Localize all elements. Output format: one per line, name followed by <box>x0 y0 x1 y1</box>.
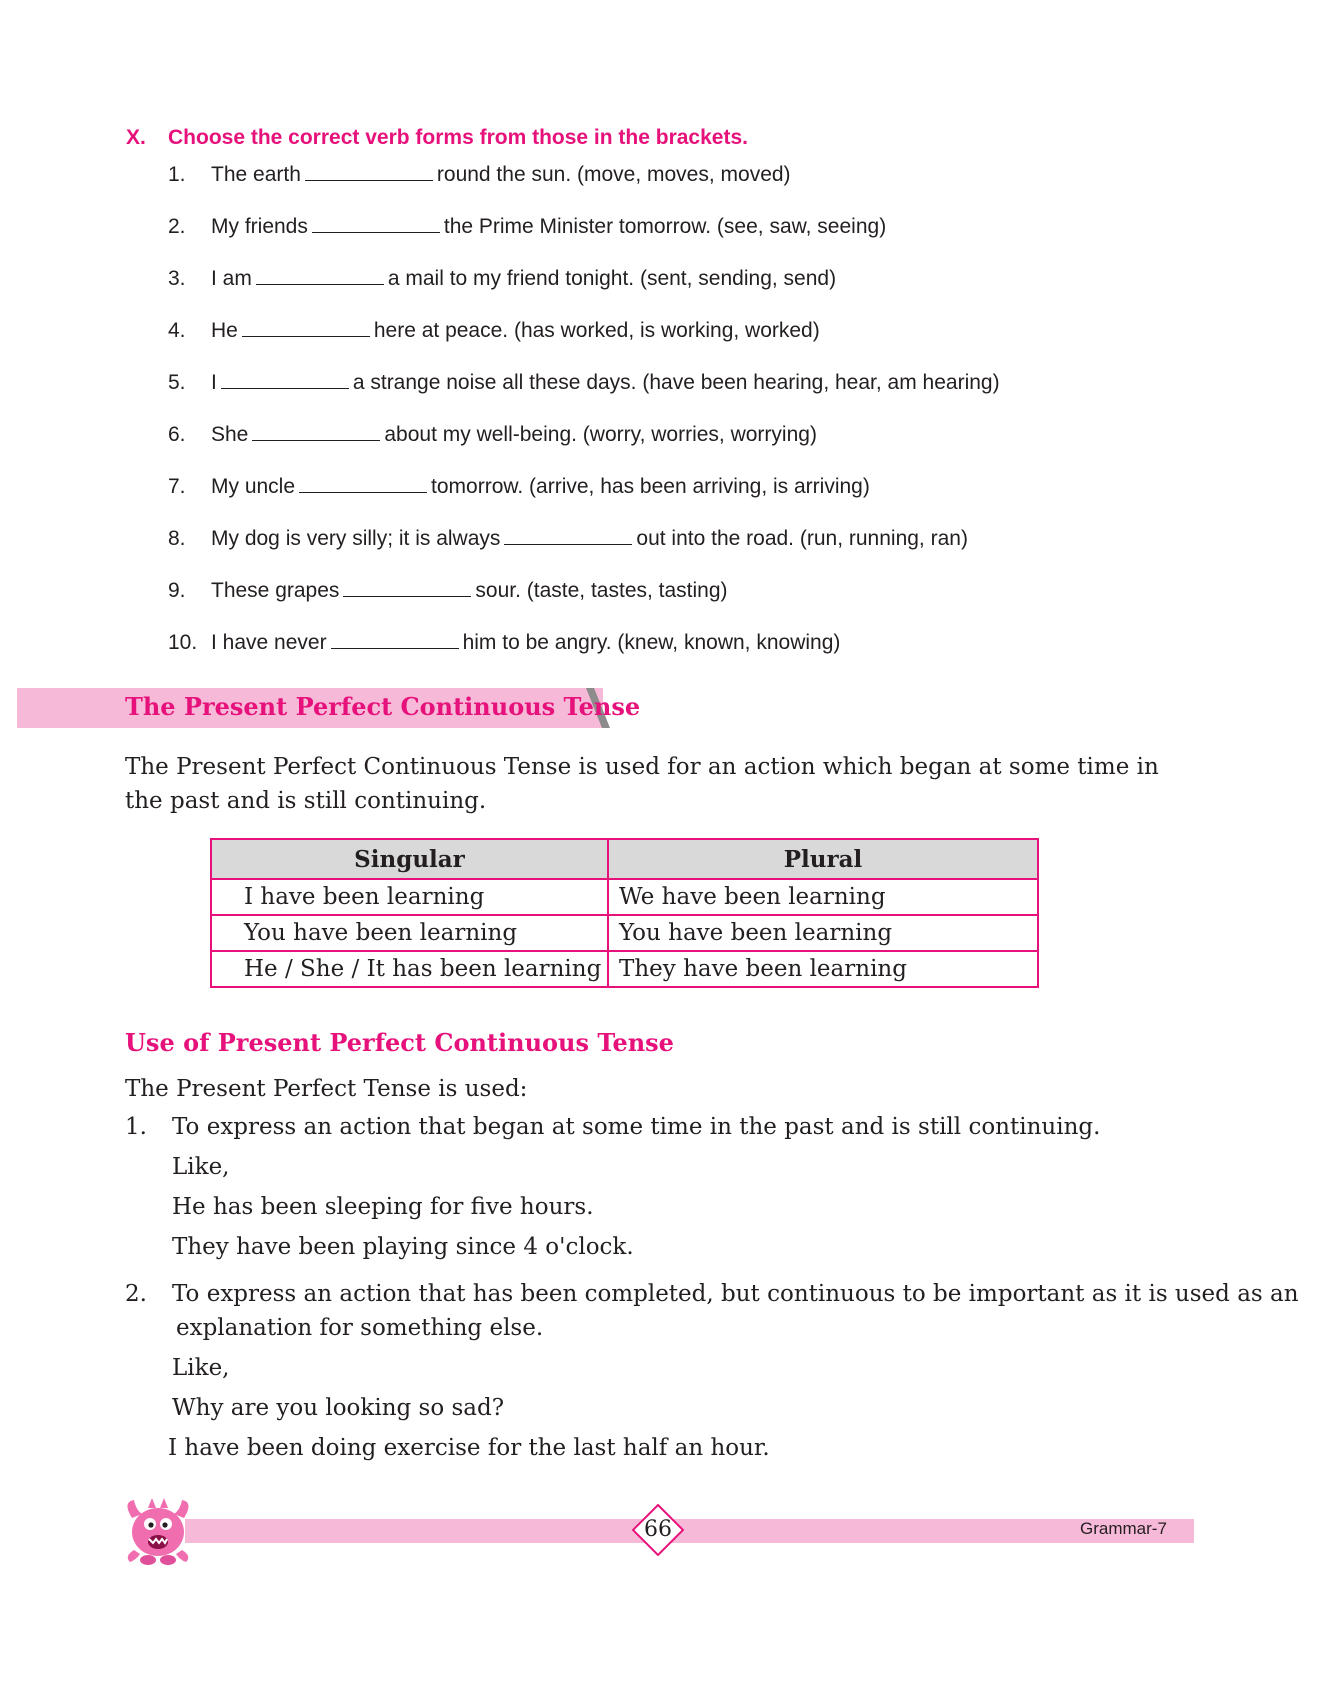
answer-blank[interactable] <box>305 162 433 181</box>
answer-blank[interactable] <box>221 370 349 389</box>
point-2-text-line-2: explanation for something else. <box>176 1315 544 1341</box>
point-2-example-2: I have been doing exercise for the last half an hour. <box>168 1435 770 1461</box>
table-row <box>211 951 1038 987</box>
point-1-text: To express an action that began at some time in the past and is still continuing. <box>172 1114 1101 1140</box>
section-title: The Present Perfect Continuous Tense <box>125 692 641 721</box>
question-10: 10. I have never him to be angry. (knew, known, knowing) <box>168 631 841 654</box>
question-9: 9. These grapes sour. (taste, tastes, tasting) <box>168 579 728 602</box>
question-1: 1. The earth round the sun. (move, moves, moved) <box>168 163 791 186</box>
point-2-number: 2. <box>125 1281 147 1307</box>
point-1-number: 1. <box>125 1114 147 1140</box>
point-2-like: Like, <box>172 1355 230 1381</box>
question-7: 7. My uncle tomorrow. (arrive, has been arriving, is arriving) <box>168 475 870 498</box>
table-header-row <box>211 839 1038 879</box>
book-title: Grammar-7 <box>1080 1519 1167 1538</box>
usage-lead: The Present Perfect Tense is used: <box>125 1076 528 1102</box>
answer-blank[interactable] <box>252 422 380 441</box>
page-number: 66 <box>644 1517 672 1542</box>
answer-blank[interactable] <box>299 474 427 493</box>
monster-mascot-icon <box>118 1490 198 1568</box>
table-row <box>211 915 1038 951</box>
answer-blank[interactable] <box>312 214 440 233</box>
question-8: 8. My dog is very silly; it is always out into the road. (run, running, ran) <box>168 527 968 550</box>
column-header-plural: Plural <box>608 839 1038 879</box>
table-cell: We have been learning <box>608 879 1038 915</box>
table-cell: I have been learning <box>211 879 608 915</box>
answer-blank[interactable] <box>343 578 471 597</box>
exercise-heading <box>126 126 748 150</box>
table-row <box>211 879 1038 915</box>
question-4: 4. He here at peace. (has worked, is working, worked) <box>168 319 820 342</box>
exercise-instruction: Choose the correct verb forms from those in the brackets. <box>168 126 748 149</box>
question-2: 2. My friends the Prime Minister tomorrow. (see, saw, seeing) <box>168 215 887 238</box>
point-1-example-1: He has been sleeping for five hours. <box>172 1194 594 1220</box>
exercise-label: X. <box>126 126 146 149</box>
point-2-text-line-1: To express an action that has been completed, but continuous to be important as it is used as an <box>172 1281 1299 1307</box>
column-header-singular: Singular <box>211 839 608 879</box>
conjugation-table <box>210 838 1039 988</box>
point-1-example-2: They have been playing since 4 o'clock. <box>172 1234 634 1260</box>
table-cell: He / She / It has been learning <box>211 951 608 987</box>
question-3: 3. I am a mail to my friend tonight. (sent, sending, send) <box>168 267 837 290</box>
footer-band <box>185 1519 1194 1543</box>
table-cell: They have been learning <box>608 951 1038 987</box>
answer-blank[interactable] <box>256 266 384 285</box>
table-cell: You have been learning <box>211 915 608 951</box>
section-intro: The Present Perfect Continuous Tense is used for an action which began at some time in the past and is still continuing. <box>125 754 1159 814</box>
point-1-like: Like, <box>172 1154 230 1180</box>
answer-blank[interactable] <box>504 526 632 545</box>
question-6: 6. She about my well-being. (worry, worries, worrying) <box>168 423 817 446</box>
answer-blank[interactable] <box>331 630 459 649</box>
question-5: 5. I a strange noise all these days. (have been hearing, hear, am hearing) <box>168 371 1000 394</box>
usage-heading: Use of Present Perfect Continuous Tense <box>125 1028 674 1057</box>
table-cell: You have been learning <box>608 915 1038 951</box>
answer-blank[interactable] <box>242 318 370 337</box>
point-2-example-1: Why are you looking so sad? <box>172 1395 505 1421</box>
